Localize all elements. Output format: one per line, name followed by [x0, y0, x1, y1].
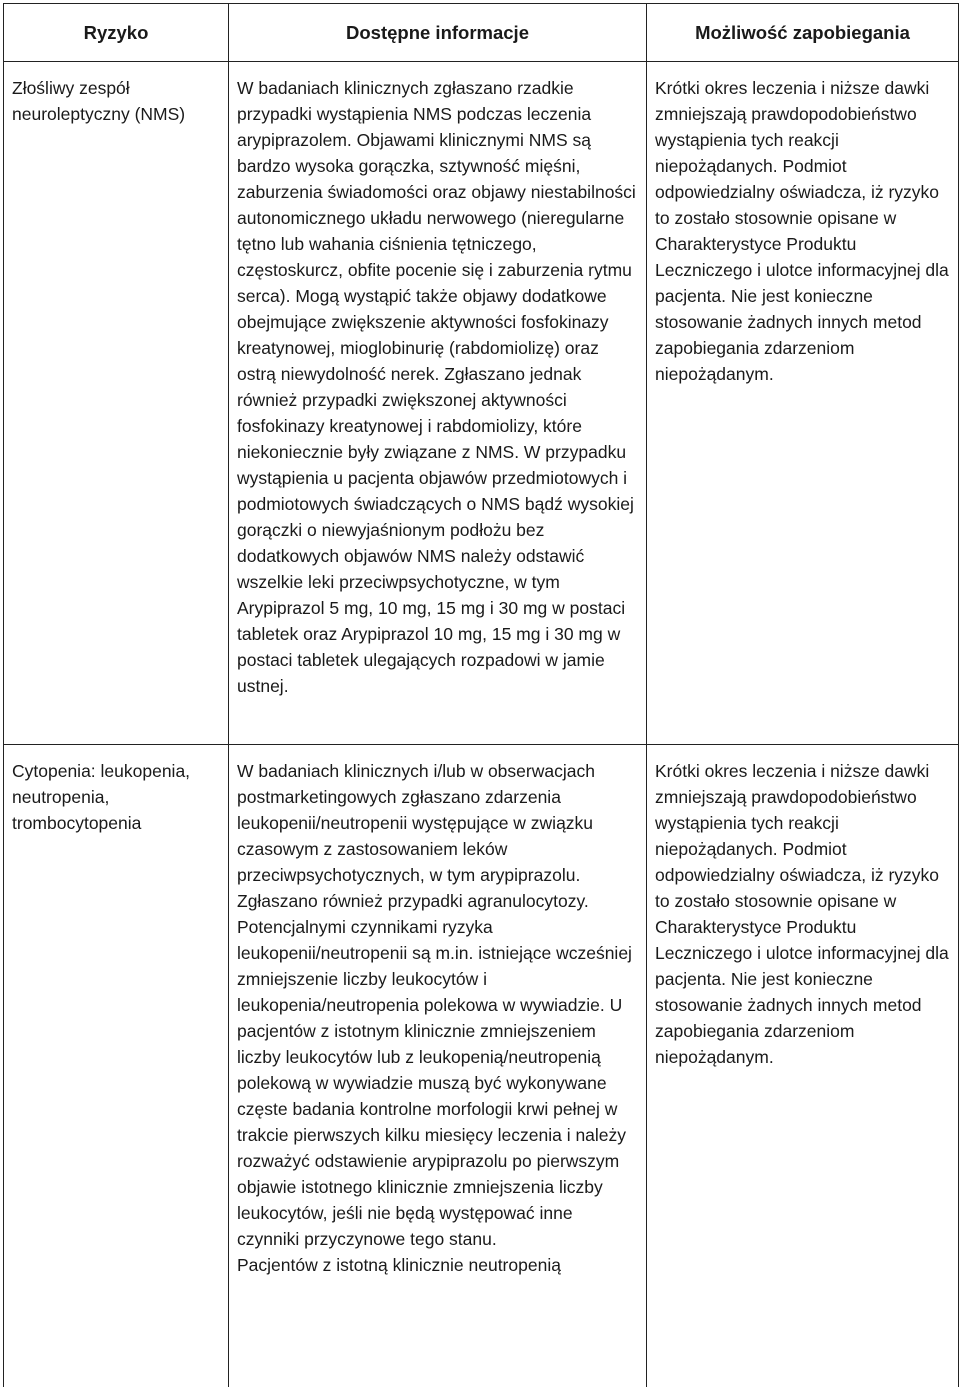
prevention-cell: [647, 62, 959, 745]
info-paragraph-continued: Pacjentów z istotną klinicznie neutropenią: [237, 1252, 639, 1278]
risk-cell: [4, 745, 229, 1387]
risk-name: Złośliwy zespół neuroleptyczny (NMS): [5, 63, 227, 133]
info-text: [230, 746, 645, 1284]
header-prevention: Możliwość zapobiegania: [647, 4, 959, 62]
prevention-text: Krótki okres leczenia i niższe dawki zmniejszają prawdopodobieństwo wystąpienia tych reakcji niepożądanych. Podmiot odpowiedzialny oświadcza, iż ryzyko to zostało stosownie opisane w Charakterystyce Produktu Leczniczego i ulotce informacyjnej dla pacjenta. Nie jest konieczne stosowanie żadnych innych metod zapobiegania zdarzeniom niepożądanym.: [648, 63, 957, 393]
prevention-text: Krótki okres leczenia i niższe dawki zmniejszają prawdopodobieństwo wystąpienia tych reakcji niepożądanych. Podmiot odpowiedzialny oświadcza, iż ryzyko to zostało stosownie opisane w Charakterystyce Produktu Leczniczego i ulotce informacyjnej dla pacjenta. Nie jest konieczne stosowanie żadnych innych metod zapobiegania zdarzeniom niepożądanym.: [648, 746, 957, 1076]
header-risk: Ryzyko: [4, 4, 229, 62]
info-cell: [229, 745, 647, 1387]
info-paragraph: W badaniach klinicznych zgłaszano rzadkie przypadki wystąpienia NMS podczas leczenia arypiprazolem. Objawami klinicznymi NMS są bardzo wysoka gorączka, sztywność mięśni, zaburzenia świadomości oraz objawy niestabilności autonomicznego układu nerwowego (nieregularne tętno lub wahania ciśnienia tętniczego, częstoskurcz, obfite pocenie się i zaburzenia rytmu serca). Mogą wystąpić także objawy dodatkowe obejmujące zwiększenie aktywności fosfokinazy kreatynowej, mioglobinurię (rabdomiolizę) oraz ostrą niewydolność nerek. Zgłaszano jednak również przypadki zwiększonej aktywności fosfokinazy kreatynowej i rabdomiolizy, które niekoniecznie były związane z NMS. W przypadku wystąpienia u pacjenta objawów przedmiotowych i podmiotowych świadczących o NMS bądź wysokiej gorączki o niewyjaśnionym podłożu bez dodatkowych objawów NMS należy odstawić wszelkie leki przeciwpsychotyczne, w tym Arypiprazol 5 mg, 10 mg, 15 mg i 30 mg w postaci tabletek oraz Arypiprazol 10 mg, 15 mg i 30 mg w postaci tabletek ulegających rozpadowi w jamie ustnej.: [237, 75, 639, 699]
info-paragraph: W badaniach klinicznych i/lub w obserwacjach postmarketingowych zgłaszano zdarzenia leukopenii/neutropenii występujące w związku czasowym z zastosowaniem leków przeciwpsychotycznych, w tym arypiprazolu. Zgłaszano również przypadki agranulocytozy. Potencjalnymi czynnikami ryzyka leukopenii/neutropenii są m.in. istniejące wcześniej zmniejszenie liczby leukocytów i leukopenia/neutropenia polekowa w wywiadzie. U pacjentów z istotnym klinicznie zmniejszeniem liczby leukocytów lub z leukopenią/neutropenią polekową w wywiadzie muszą być wykonywane częste badania kontrolne morfologii krwi pełnej w trakcie pierwszych kilku miesięcy leczenia i należy rozważyć odstawienie arypiprazolu po pierwszym objawie istotnego klinicznie zmniejszenia liczby leukocytów, jeśli nie będą występować inne czynniki przyczynowe tego stanu.: [237, 758, 639, 1252]
header-info: Dostępne informacje: [229, 4, 647, 62]
table-row: [4, 745, 959, 1387]
risk-cell: [4, 62, 229, 745]
prevention-cell: [647, 745, 959, 1387]
info-cell: [229, 62, 647, 745]
table-header: [4, 4, 959, 62]
info-text: [230, 63, 645, 705]
risk-table: [3, 3, 959, 1387]
risk-name: Cytopenia: leukopenia, neutropenia, trombocytopenia: [5, 746, 227, 842]
header-row: [4, 4, 959, 62]
table-row: [4, 62, 959, 745]
